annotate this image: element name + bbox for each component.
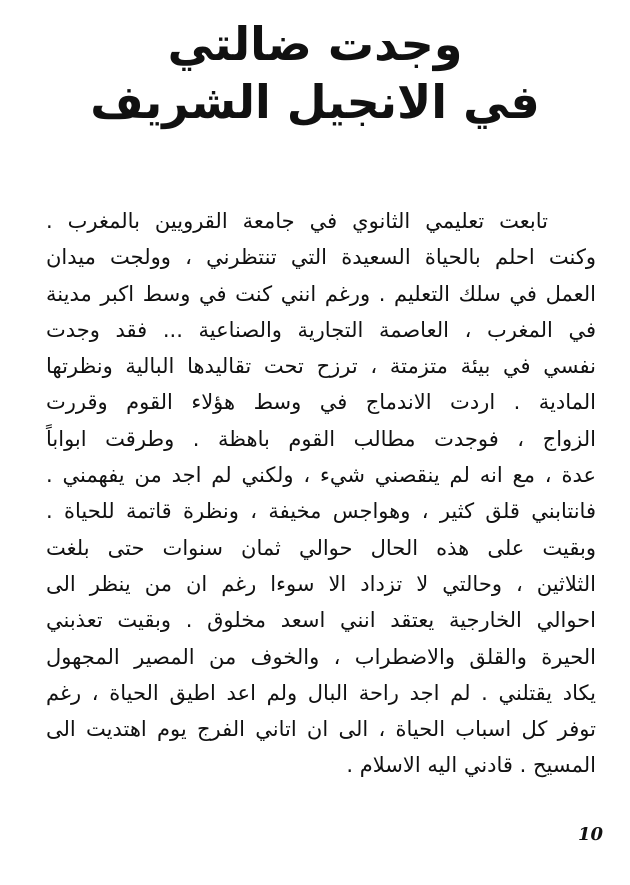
paragraph-line: يكاد يقتلني . لم اجد راحة البال ولم اعد اطيق الحياة ، رغم [46,680,596,705]
paragraph-line: في المغرب ، العاصمة التجارية والصناعية ... فقد وجدت [46,317,596,342]
paragraph-line: وبقيت على هذه الحال حوالي ثمان سنوات حتى بلغت [46,535,596,560]
paragraph-line: الثلاثين ، وحالتي لا تزداد الا سوءا رغم ان من ينظر الى [46,571,596,596]
paragraph-line: المادية . اردت الاندماج في وسط هؤلاء القوم وقررت [46,390,596,415]
title-line-2: في الانجيل الشريف [90,75,540,129]
paragraph-line: نفسي في بيئة متزمتة ، ترزح تحت تقاليدها البالية ونظرتها [46,354,596,379]
paragraph-line: احوالي الخارجية يعتقد انني اسعد مخلوق . وبقيت تعذبني [46,608,596,633]
paragraph-line: المسيح . قادني اليه الاسلام . [346,753,596,778]
paragraph-line: وكنت احلم بالحياة السعيدة التي تنتظرني ، وولجت ميدان [46,245,596,270]
page-number: 10 [578,824,604,845]
body-paragraph [46,203,596,784]
paragraph-line: الزواج ، فوجدت مطالب القوم باهظة . وطرقت ابواباً [46,426,596,451]
title-line-1: وجدت ضالتي [167,17,463,71]
paragraph-line: الحيرة والقلق والاضطراب ، والخوف من المصير المجهول [46,644,596,669]
paragraph-line: فانتابني قلق كثير ، وهواجس مخيفة ، ونظرة قاتمة للحياة . [46,499,596,524]
paragraph-line: تابعت تعليمي الثانوي في جامعة القرويين بالمغرب . [46,209,548,233]
paragraph-line: عدة ، مع انه لم ينقصني شيء ، ولكني لم اجد من يفهمني . [46,463,596,488]
paragraph-line: العمل في سلك التعليم . ورغم انني كنت في وسط اكبر مدينة [46,281,596,306]
paragraph-line: توفر كل اسباب الحياة ، الى ان اتاني الفرج يوم اهتديت الى [46,717,596,742]
